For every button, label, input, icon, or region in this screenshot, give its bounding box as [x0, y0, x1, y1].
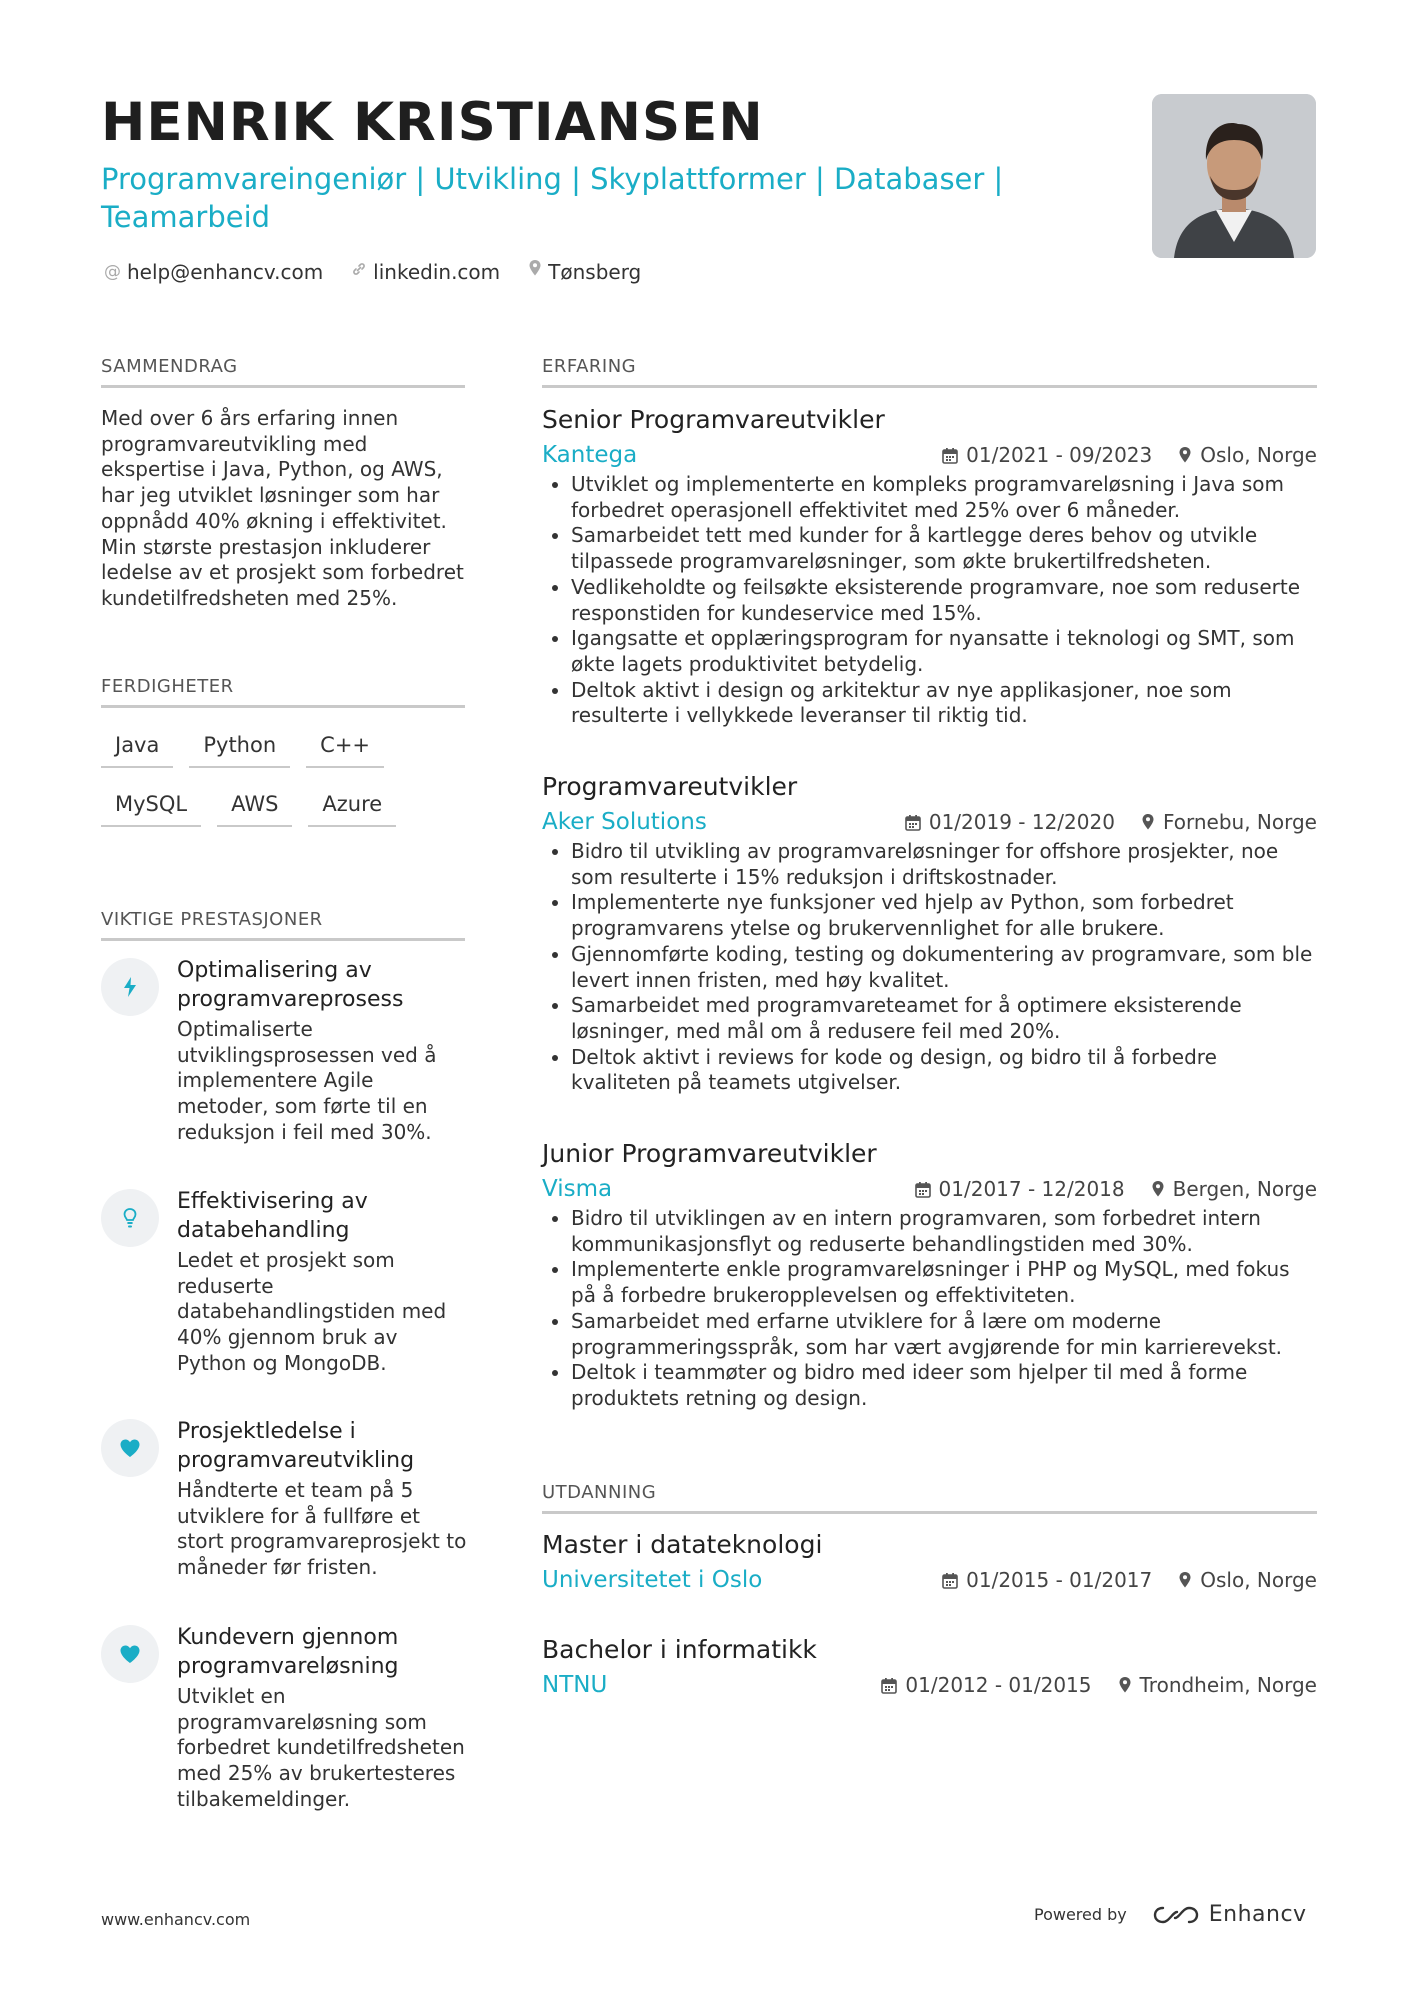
- skill-tag: Python: [189, 728, 290, 768]
- company-name: Kantega: [542, 442, 638, 468]
- job-title: Programvareutvikler: [542, 772, 798, 801]
- contact-location: Tønsberg: [528, 258, 641, 286]
- list-item: • Samarbeidet med erfarne utviklere for å lære om moderne programmeringsspråk, som har vært avgjørende for min karrierevekst.: [571, 1309, 1317, 1360]
- job-bullets: [542, 1206, 1317, 1412]
- job-location: Bergen, Norge: [1172, 1177, 1317, 1201]
- achievement-item: [101, 956, 471, 1146]
- education-dates: 01/2012 - 01/2015: [905, 1673, 1092, 1697]
- candidate-name: HENRIK KRISTIANSEN: [101, 92, 764, 153]
- list-item: • Bidro til utviklingen av en intern programvaren, som forbedret intern kommunikasjonsflyt og reduserte behandlingstiden med 30%.: [571, 1206, 1317, 1257]
- list-item: • Deltok aktivt i design og arkitektur av nye applikasjoner, noe som resulterte i vellykkede leveranser til riktig tid.: [571, 678, 1317, 729]
- powered-by-label: Powered by: [1034, 1905, 1127, 1924]
- skill-tag: MySQL: [101, 787, 201, 827]
- job-title: Junior Programvareutvikler: [542, 1139, 877, 1168]
- job-title: Senior Programvareutvikler: [542, 405, 885, 434]
- school-name: NTNU: [542, 1672, 608, 1698]
- experience-item: [542, 771, 1317, 1096]
- profile-photo: [1152, 94, 1316, 258]
- section-title-summary: SAMMENDRAG: [101, 356, 465, 388]
- education-item: [542, 1634, 1317, 1700]
- list-item: • Vedlikeholdte og feilsøkte eksisterende programvare, noe som reduserte responstiden for kundeservice med 15%.: [571, 575, 1317, 626]
- location-pin-icon: [1141, 813, 1155, 831]
- school-name: Universitetet i Oslo: [542, 1567, 763, 1593]
- achievement-title: Effektivisering av databehandling: [177, 1189, 368, 1243]
- degree-title: Master i datateknologi: [542, 1530, 823, 1559]
- achievement-title: Optimalisering av programvareprosess: [177, 958, 404, 1012]
- heart-icon: [101, 1625, 159, 1683]
- calendar-icon: [905, 814, 921, 831]
- achievement-item: [101, 1187, 471, 1377]
- contact-linkedin[interactable]: linkedin.com: [351, 258, 500, 286]
- calendar-icon: [942, 1572, 958, 1589]
- contact-email[interactable]: @ help@enhancv.com: [104, 260, 324, 284]
- job-bullets: [542, 472, 1317, 729]
- list-item: • Implementerte enkle programvareløsninger i PHP og MySQL, med fokus på å forbedre brukeropplevelsen og effektiviteten.: [571, 1257, 1317, 1308]
- calendar-icon: [881, 1677, 897, 1694]
- section-title-education: UTDANNING: [542, 1482, 1317, 1514]
- skills-list: [101, 728, 471, 846]
- list-item: • Samarbeidet med programvareteamet for å optimere eksisterende løsninger, med mål om å redusere feil med 20%.: [571, 993, 1317, 1044]
- at-icon: @: [104, 262, 121, 282]
- job-dates: 01/2017 - 12/2018: [938, 1177, 1125, 1201]
- skill-tag: Azure: [308, 787, 396, 827]
- achievement-description: Utviklet en programvareløsning som forbedret kundetilfredsheten med 25% av brukertesteres tilbakemeldinger.: [177, 1684, 465, 1811]
- skill-tag: Java: [101, 728, 173, 768]
- calendar-icon: [915, 1181, 931, 1198]
- skill-tag: AWS: [217, 787, 292, 827]
- list-item: • Deltok i teammøter og bidro med ideer som hjelper til med å forme produktets retning og design.: [571, 1360, 1317, 1411]
- achievement-item: [101, 1623, 471, 1813]
- job-dates: 01/2019 - 12/2020: [928, 810, 1115, 834]
- headline: Programvareingeniør | Utvikling | Skyplattformer | Databaser | Teamarbeid: [101, 162, 1004, 234]
- experience-item: [542, 1138, 1317, 1412]
- list-item: • Samarbeidet tett med kunder for å kartlegge deres behov og utvikle tilpassede programvareløsninger, som økte brukertilfredsheten.: [571, 523, 1317, 574]
- footer-branding: [1034, 1902, 1307, 1927]
- section-title-achievements: VIKTIGE PRESTASJONER: [101, 909, 465, 941]
- list-item: • Implementerte nye funksjoner ved hjelp av Python, som forbedret programvarens ytelse og brukervennlighet for alle brukere.: [571, 890, 1317, 941]
- education-item: [542, 1529, 1317, 1595]
- lightbulb-icon: [101, 1189, 159, 1247]
- section-title-experience: ERFARING: [542, 356, 1317, 388]
- list-item: • Bidro til utvikling av programvareløsninger for offshore prosjekter, noe som resulterte i 15% reduksjon i driftskostnader.: [571, 839, 1317, 890]
- company-name: Visma: [542, 1176, 613, 1202]
- job-location: Oslo, Norge: [1200, 443, 1317, 467]
- section-title-skills: FERDIGHETER: [101, 676, 465, 708]
- achievement-title: Kundevern gjennom programvareløsning: [177, 1625, 399, 1679]
- education-dates: 01/2015 - 01/2017: [966, 1568, 1153, 1592]
- bolt-icon: [101, 958, 159, 1016]
- summary-text: Med over 6 års erfaring innen programvareutvikling med ekspertise i Java, Python, og AWS, har jeg utviklet løsninger som har oppnådd 40% økning i effektivitet. Min største prestasjon inkluderer ledelse av et prosjekt som forbedret kundetilfredsheten med 25%.: [101, 406, 464, 610]
- location-pin-icon: [528, 258, 542, 286]
- job-location: Fornebu, Norge: [1162, 810, 1317, 834]
- experience-item: [542, 404, 1317, 729]
- job-dates: 01/2021 - 09/2023: [966, 443, 1153, 467]
- skill-tag: C++: [306, 728, 384, 768]
- portrait-image: [1152, 94, 1316, 258]
- job-bullets: [542, 839, 1317, 1096]
- list-item: • Igangsatte et opplæringsprogram for nyansatte i teknologi og SMT, som økte lagets produktivitet betydelig.: [571, 626, 1317, 677]
- achievement-description: Optimaliserte utviklingsprosessen ved å implementere Agile metoder, som førte til en reduksjon i feil med 30%.: [177, 1017, 437, 1144]
- location-pin-icon: [1118, 1676, 1132, 1694]
- enhancv-logo[interactable]: [1153, 1902, 1307, 1927]
- footer-website[interactable]: www.enhancv.com: [101, 1910, 251, 1929]
- calendar-icon: [942, 447, 958, 464]
- location-pin-icon: [1178, 1571, 1192, 1589]
- list-item: • Gjennomførte koding, testing og dokumentering av programvare, som ble levert innen fristen, med høy kvalitet.: [571, 942, 1317, 993]
- contact-info: [104, 258, 641, 286]
- achievement-description: Håndterte et team på 5 utviklere for å fullføre et stort programvareprosjekt to måneder før fristen.: [177, 1478, 467, 1580]
- company-name: Aker Solutions: [542, 809, 707, 835]
- list-item: • Deltok aktivt i reviews for kode og design, og bidro til å forbedre kvaliteten på teamets utgivelser.: [571, 1045, 1317, 1096]
- enhancv-brand-name: Enhancv: [1208, 1902, 1307, 1927]
- location-pin-icon: [1178, 446, 1192, 464]
- enhancv-logo-icon: [1153, 1904, 1199, 1926]
- heart-icon: [101, 1419, 159, 1477]
- education-location: Trondheim, Norge: [1139, 1673, 1317, 1697]
- degree-title: Bachelor i informatikk: [542, 1635, 817, 1664]
- education-location: Oslo, Norge: [1200, 1568, 1317, 1592]
- list-item: • Utviklet og implementerte en kompleks programvareløsning i Java som forbedret operasjonell effektivitet med 25% over 6 måneder.: [571, 472, 1317, 523]
- achievement-title: Prosjektledelse i programvareutvikling: [177, 1419, 415, 1473]
- achievement-item: [101, 1417, 471, 1581]
- link-icon: [351, 258, 367, 286]
- achievement-description: Ledet et prosjekt som reduserte databehandlingstiden med 40% gjennom bruk av Python og MongoDB.: [177, 1248, 447, 1375]
- location-pin-icon: [1151, 1180, 1165, 1198]
